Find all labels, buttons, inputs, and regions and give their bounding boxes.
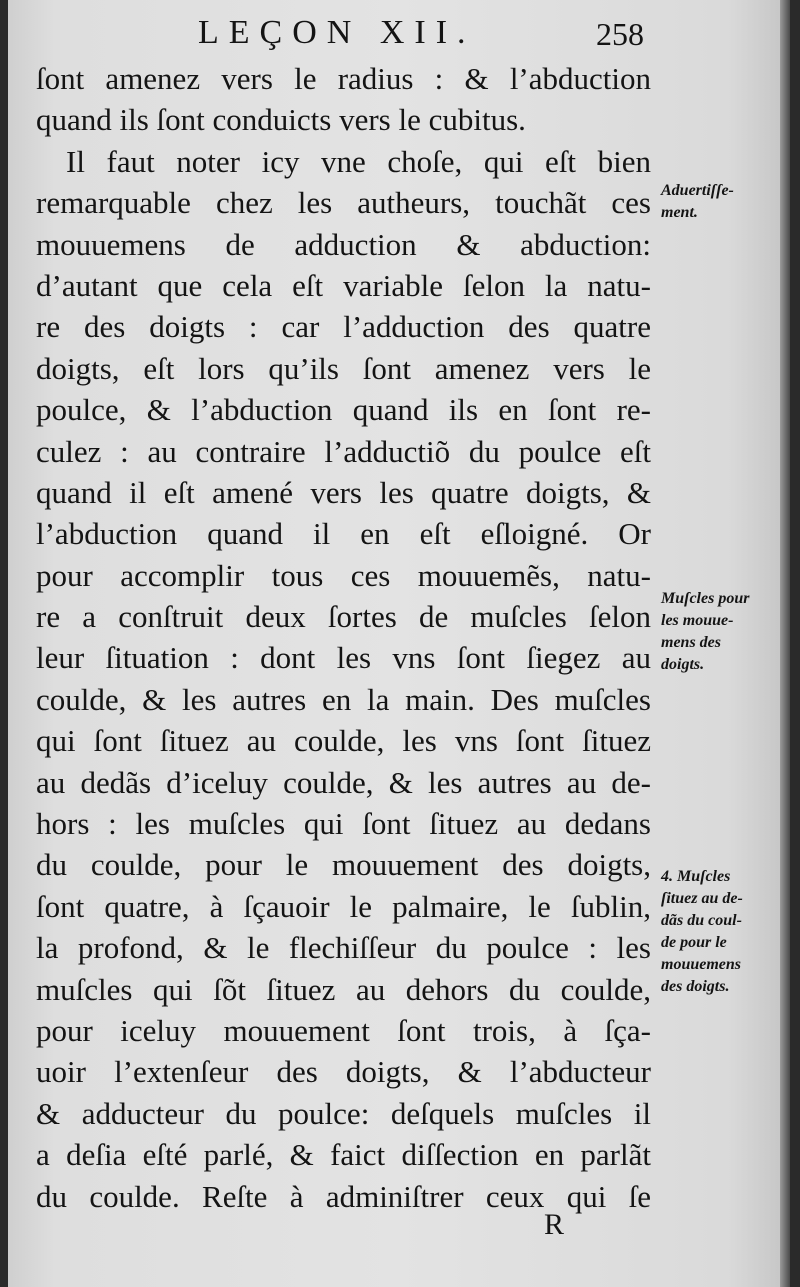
text-line: ſont amenez vers le radius : & l’abduction	[36, 61, 651, 96]
text-line: re des doigts : car l’adduction des quatre	[36, 309, 651, 345]
text-line: mouuemens de adduction & abduction:	[36, 226, 651, 262]
book-page	[8, 0, 790, 1287]
text-line: du coulde, pour le mouuement des doigts,	[36, 847, 651, 883]
text-line: culez : au contraire l’adductiõ du poulce eſt	[36, 433, 651, 469]
text-line: ſont quatre, à ſçauoir le palmaire, le ſublin,	[36, 888, 651, 924]
text-line: hors : les muſcles qui ſont ſituez au dedans	[36, 806, 651, 842]
text-line: uoir l’extenſeur des doigts, & l’abducteur	[36, 1054, 651, 1090]
text-line: l’abduction quand il en eſt eſloigné. Or	[36, 516, 651, 552]
page-number: 258	[596, 16, 644, 52]
text-line: muſcles qui ſõt ſituez au dehors du coulde,	[36, 971, 651, 1007]
signature-mark: R	[544, 1208, 565, 1241]
text-line: pour accomplir tous ces mouuemẽs, natu-	[36, 557, 651, 593]
margin-note-line: les mouue-	[661, 612, 734, 629]
text-line: au dedãs d’iceluy coulde, & les autres au de-	[36, 764, 651, 800]
text-line: Il faut noter icy vne choſe, qui eſt bien	[66, 143, 651, 179]
margin-note-line: doigts.	[661, 656, 705, 673]
text-line: & adducteur du poulce: deſquels muſcles il	[36, 1095, 651, 1131]
margin-note-line: Muſcles pour	[661, 590, 750, 607]
margin-note-muscles-doigts	[661, 588, 783, 676]
margin-note-quatre-muscles	[661, 866, 783, 998]
margin-note-line: ſituez au de-	[661, 890, 743, 907]
text-line: coulde, & les autres en la main. Des muſcles	[36, 681, 651, 717]
margin-note-line: ment.	[661, 204, 698, 221]
text-line: leur ſituation : dont les vns ſont ſiegez au	[36, 640, 651, 676]
text-line: du coulde. Reſte à adminiſtrer ceux qui ſe	[36, 1178, 651, 1214]
margin-note-line: mens des	[661, 634, 721, 651]
margin-note-line: des doigts.	[661, 978, 730, 995]
margin-note-line: dãs du coul-	[661, 912, 742, 929]
text-line: d’autant que cela eſt variable ſelon la natu-	[36, 267, 651, 303]
text-line: re a conſtruit deux ſortes de muſcles ſelon	[36, 599, 651, 635]
margin-note-line: Aduertiſſe-	[661, 182, 734, 199]
text-line: quand ils ſont conduicts vers le cubitus.	[36, 102, 526, 138]
margin-note-line: mouuemens	[661, 956, 742, 973]
text-line: remarquable chez les autheurs, touchãt ces	[36, 185, 651, 221]
margin-note-line: 4. Muſcles	[661, 868, 731, 885]
margin-note-line: de pour le	[661, 934, 727, 951]
text-line: qui ſont ſituez au coulde, les vns ſont ſituez	[36, 723, 651, 759]
margin-note-aduertissement	[661, 180, 783, 224]
text-line: doigts, eſt lors qu’ils ſont amenez vers le	[36, 350, 651, 386]
text-line: poulce, & l’abduction quand ils en ſont re-	[36, 392, 651, 428]
text-line: pour iceluy mouuement ſont trois, à ſça-	[36, 1012, 651, 1048]
text-line: la profond, & le flechiſſeur du poulce : les	[36, 930, 651, 966]
text-line: a deſia eſté parlé, & faict diſſection en parlãt	[36, 1137, 651, 1173]
text-line: quand il eſt amené vers les quatre doigts, &	[36, 474, 651, 510]
running-title: LEÇON XII.	[198, 14, 476, 51]
body-text	[36, 58, 651, 1217]
